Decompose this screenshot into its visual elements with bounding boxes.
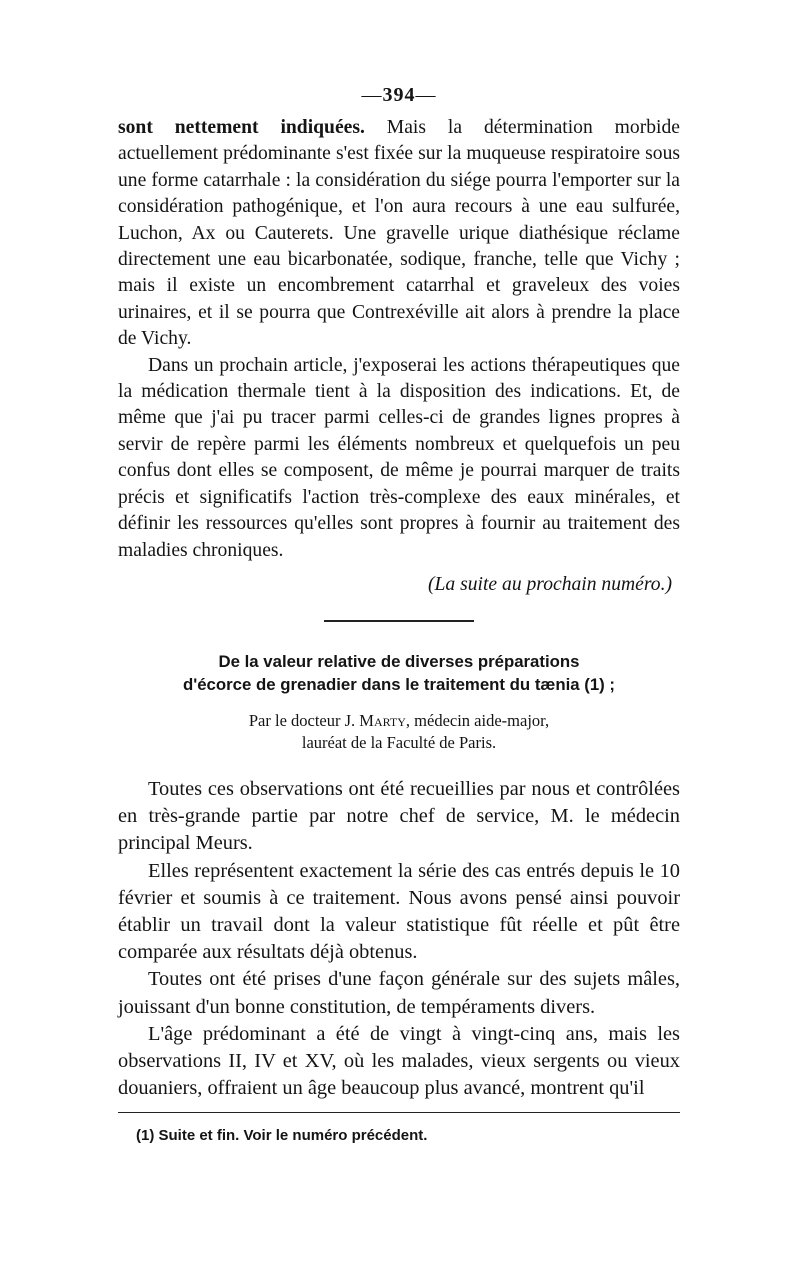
footnote-rule (118, 1112, 680, 1113)
author-name: Marty (359, 710, 406, 730)
article-paragraph-3: Toutes ont été prises d'une façon générale sur des sujets mâles, jouissant d'un bonne constitution, de tempéraments divers. (118, 968, 680, 1018)
article-title-line-2: d'écorce de grenadier dans le traitement du tænia (1) ; (182, 674, 616, 694)
section-separator (324, 620, 474, 622)
article-title-line-1: De la valeur relative de diverses préparations (218, 651, 580, 671)
article-body (118, 776, 680, 1102)
byline-prefix: Par le docteur J. (248, 710, 360, 730)
footnote: (1) Suite et fin. Voir le numéro précédent. (136, 1127, 428, 1145)
paragraph-text: Mais la détermination morbide actuellement prédominante s'est fixée sur la muqueuse respiratoire sous une forme catarrhale : la considération du siége pourra l'emporter sur la considération pathogénique, et l'on aura recours à une eau sulfurée, Luchon, Ax ou Cauterets. Une gravelle urique diathésique réclame directement une eau bicarbonatée, sodique, franche, telle que Vichy ; mais il existe un encombrement catarrhal et graveleux des voies urinaires, et il se pourra que Contrexéville ait alors à prendre la place de Vichy. (118, 117, 680, 350)
byline-line-2: lauréat de la Faculté de Paris. (301, 732, 497, 752)
paragraph-2: Dans un prochain article, j'exposerai les actions thérapeutiques que la médication thermale tient à la disposition des indications. Et, de même que j'ai pu tracer parmi celles-ci de grandes lignes propres à servir de repère parmi les éléments nombreux et quelquefois un peu confus dont elles se composent, de même je pourrai marquer de traits précis et significatifs l'action très-complexe des eaux minérales, et définir les ressources qu'elles sont propres à fournir au traitement des maladies chroniques. (118, 354, 680, 561)
byline-line-1 (118, 710, 680, 732)
article-paragraph-4: L'âge prédominant a été de vingt à vingt-cinq ans, mais les observations II, IV et XV, où les malades, vieux sergents ou vieux douaniers, offraient un âge beaucoup plus avancé, montrent qu'il (118, 1022, 680, 1100)
article-paragraph-2: Elles représentent exactement la série des cas entrés depuis le 10 février et soumis à ce traitement. Nous avons pensé ainsi pouvoir établir un travail dont la valeur statistique fût réelle et pût être comparée aux résultats déjà obtenus. (118, 859, 680, 964)
paragraph-lead: sont nettement indiquées. (118, 117, 365, 138)
article (118, 650, 680, 1102)
previous-article-conclusion (118, 115, 680, 596)
byline-suffix: , médecin aide-major, (405, 710, 550, 730)
continuation-note: (La suite au prochain numéro.) (428, 573, 672, 595)
document-page (118, 84, 680, 1144)
paragraph-1 (118, 115, 680, 353)
article-paragraph-1: Toutes ces observations ont été recueillies par nous et contrôlées en très-grande partie par notre chef de service, M. le médecin principal Meurs. (118, 777, 680, 855)
page-number: — 394 — (118, 84, 680, 107)
article-byline (118, 710, 680, 754)
